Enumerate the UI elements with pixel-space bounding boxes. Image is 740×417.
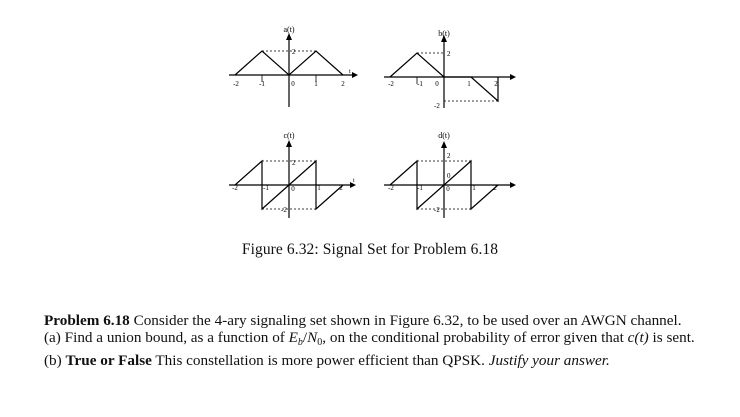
tick-label: 1	[317, 184, 321, 192]
time-axis-arrow	[510, 182, 516, 188]
value-label: 2	[447, 50, 451, 58]
problem-heading: Problem 6.18	[44, 312, 130, 329]
plot-c	[229, 140, 356, 218]
problem-statement	[44, 312, 704, 369]
value-label: 2	[447, 152, 451, 160]
tick-label: 1	[467, 80, 471, 88]
plot-b-label: b(t)	[438, 29, 450, 38]
plot-d-label: d(t)	[438, 131, 450, 140]
tick-label: 2	[494, 80, 498, 88]
tick-label: -1	[417, 80, 423, 88]
time-axis-arrow	[352, 72, 358, 78]
tick-label: 2	[341, 80, 345, 88]
tick-label: -1	[417, 184, 423, 192]
value-label: 2	[292, 159, 296, 167]
figure-caption: Figure 6.32: Signal Set for Problem 6.18	[241, 241, 499, 258]
tick-label: 0	[291, 80, 295, 88]
tick-label: 1	[314, 80, 318, 88]
tick-label: 1	[472, 184, 476, 192]
part-b: (b) True or False This constellation is more power efficient than QPSK. Justify your answer.	[44, 351, 610, 369]
value-label: -2	[434, 102, 440, 110]
tick-label: 0	[435, 80, 439, 88]
tick-label: 0	[446, 185, 450, 193]
time-axis-arrow	[510, 74, 516, 80]
tick-label: 2	[339, 184, 343, 192]
axis-t-label: t	[349, 69, 351, 75]
tick-label: -2	[233, 80, 239, 88]
tick-label: -2	[232, 184, 238, 192]
value-label: 2	[292, 48, 296, 56]
amplitude-axis-arrow	[441, 141, 447, 148]
plot-a	[229, 33, 358, 107]
tick-label: -2	[388, 80, 394, 88]
plot-c-label: c(t)	[283, 131, 295, 140]
tick-label: -1	[259, 80, 265, 88]
problem-intro: Problem 6.18 Consider the 4-ary signaling set shown in Figure 6.32, to be used over an AWGN channel.	[44, 312, 682, 329]
value-label: 0	[447, 172, 451, 180]
tick-label: 0	[291, 185, 295, 193]
amplitude-axis-arrow	[286, 140, 292, 147]
amplitude-axis-arrow	[286, 33, 292, 40]
axis-t-label: t	[353, 178, 355, 184]
plot-a-label: a(t)	[283, 25, 295, 34]
tick-label: -1	[263, 184, 269, 192]
plot-b	[384, 35, 516, 108]
tick-label: -2	[388, 184, 394, 192]
tick-label: 2	[493, 184, 497, 192]
part-a: (a) Find a union bound, as a function of $E_b/N_0$, on the conditional probability of error given that c(t) is sent.	[44, 329, 695, 349]
value-label: -2	[281, 206, 287, 214]
value-label: -2	[434, 206, 440, 214]
